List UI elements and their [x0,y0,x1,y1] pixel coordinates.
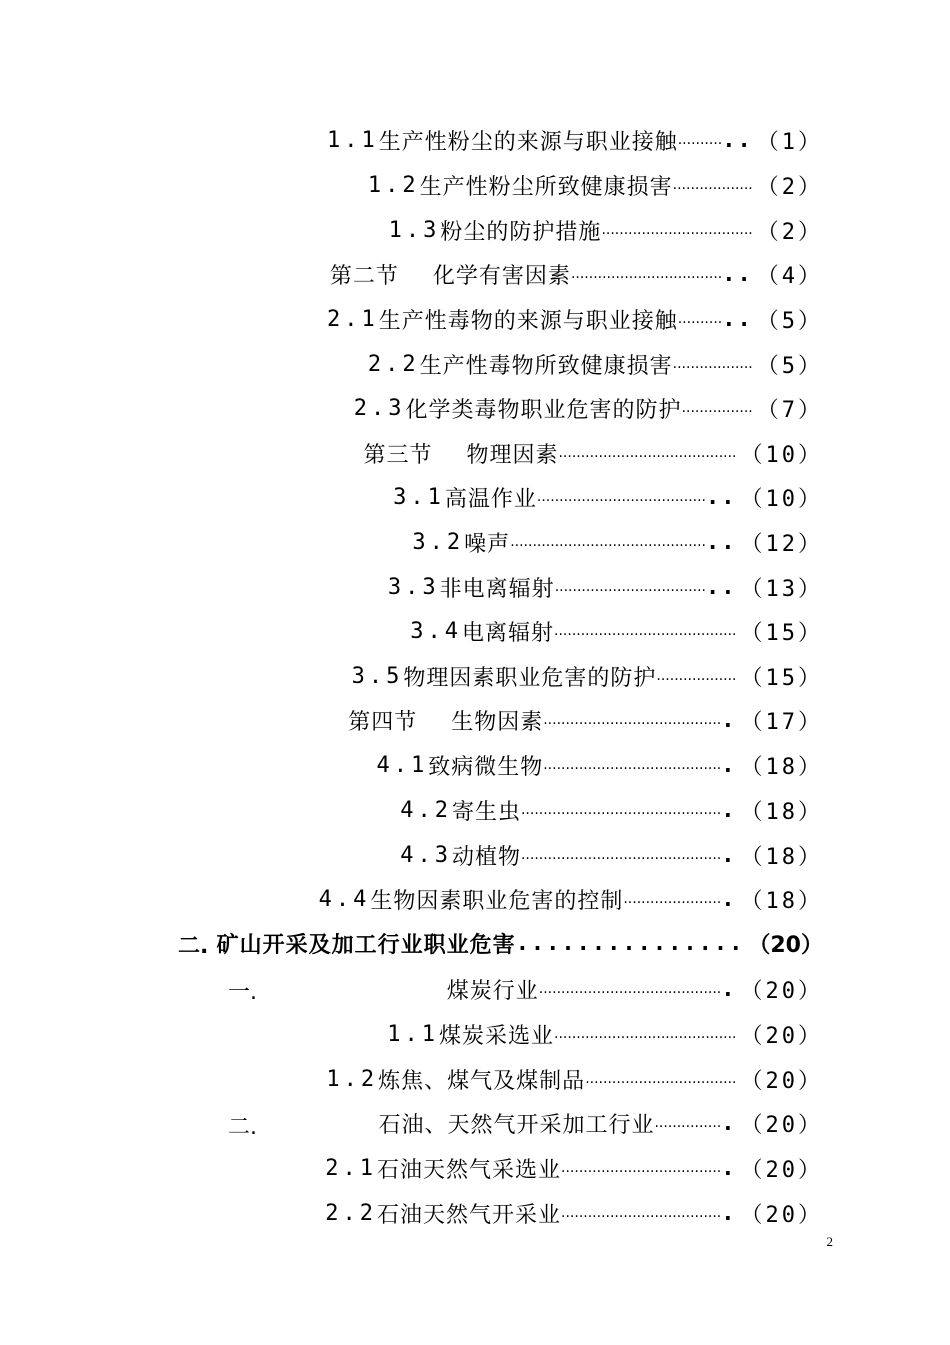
leader-dots: .................. [672,177,753,193]
toc-entry[interactable] [447,972,823,1006]
chapter-prefix: 第四节 [348,709,418,735]
leader-tail: . [721,842,737,868]
page-reference: （1） [756,129,823,155]
leader-tail: . [721,976,737,1002]
toc-entry[interactable] [410,614,823,648]
entry-title: 生产性毒物所致健康损害 [419,353,673,379]
page-reference: （20） [740,978,823,1004]
leader-dots: .................................... [561,1160,722,1176]
leader-tail: . [721,886,737,912]
page-reference: （5） [756,353,823,379]
section-number: 1.3 [388,217,441,243]
leader-tail: .. [722,306,753,332]
entry-title: 生物因素 [451,709,544,735]
toc-entry[interactable] [325,1196,823,1230]
leader-dots: ........................................ [543,712,722,728]
entry-title: 化学类毒物职业危害的防护 [405,397,682,423]
toc-entry[interactable] [326,1062,823,1096]
entry-title: 炼焦、煤气及煤制品 [378,1068,586,1094]
page-reference: （7） [756,397,823,423]
entry-title: 石油、天然气开采加工行业 [378,1112,655,1138]
toc-entry[interactable] [352,659,823,693]
leader-dots: ........................................ [558,445,737,461]
toc-entry-chapter[interactable] [217,926,823,960]
page-reference: （20） [740,1068,823,1094]
leader-dots: ...................................... [536,489,706,505]
page-reference: （18） [740,799,823,825]
page-reference: （18） [740,888,823,914]
toc-entry[interactable] [412,525,823,559]
toc-entry[interactable] [354,391,823,425]
entry-title: 物理因素职业危害的防护 [403,665,657,691]
section-number: 4.3 [400,842,452,868]
page-reference: （2） [756,174,823,200]
toc-entry[interactable] [388,570,823,604]
page-reference: （20） [740,1157,823,1183]
chapter-mark: 二. [178,934,209,959]
page-reference: （20） [740,1112,823,1138]
section-number: 2.3 [353,395,406,421]
section-number: 1.2 [326,1066,379,1092]
section-number: 4.1 [376,752,429,778]
toc-entry[interactable] [376,748,823,782]
entry-title: 非电离辐射 [439,576,555,602]
leader-tail: . [721,752,737,778]
entry-title: 致病微生物 [428,754,544,780]
entry-title: 矿山开采及加工行业职业危害 [216,932,516,958]
page-reference: （2） [756,219,823,245]
section-number: 2.1 [325,1155,378,1181]
leader-tail: . [721,707,737,733]
toc-entry[interactable] [393,480,823,514]
entry-title: 噪声 [464,531,511,557]
entry-title: 化学有害因素 [432,263,571,289]
entry-title: 高温作业 [444,486,537,512]
entry-title: 寄生虫 [451,799,521,825]
leader-dots: ............... [654,1115,722,1131]
leader-tail: .. [722,261,753,287]
leader-dots: ............................................ [510,534,706,550]
page-reference: （18） [740,754,823,780]
leader-dots: .......... [677,132,723,148]
page-reference: （5） [756,308,823,334]
leader-dots: ......................................... [538,981,722,997]
leader-tail: . [721,1155,737,1181]
entry-title: 煤炭采选业 [439,1023,555,1049]
section-number: 4.4 [318,886,371,912]
leader-tail: . [721,1200,737,1226]
section-number: 3.5 [351,663,404,689]
section-number: 3.3 [387,574,440,600]
page-reference: （20） [748,932,823,958]
leader-tail: .. [706,574,737,600]
page-number: 2 [826,1234,833,1249]
toc-entry[interactable] [389,213,823,247]
leader-dots: .................................. [601,222,753,238]
leader-tail: .. [706,529,737,555]
entry-title: 生物因素职业危害的控制 [370,888,624,914]
chapter-prefix: 第二节 [329,263,399,289]
leader-dots: .................................... [561,1205,722,1221]
section-number: 3.2 [412,529,465,555]
entry-title: 石油天然气采选业 [377,1157,562,1183]
leader-dots: ............... [515,930,745,956]
leader-tail: . [721,797,737,823]
page-reference: （13） [740,576,823,602]
leader-dots: ................ [681,400,753,416]
section-number: 3.1 [393,484,445,510]
entry-title: 粉尘的防护措施 [440,219,602,245]
leader-dots: .................. [672,356,753,372]
leader-dots: .......... [677,311,723,327]
toc-entry[interactable] [387,1017,823,1051]
leader-dots: ............................................. [520,802,722,818]
page-reference: （15） [740,665,823,691]
chapter-prefix: 第三节 [363,442,433,468]
page-reference: （4） [756,263,823,289]
toc-entry[interactable] [363,436,823,470]
entry-title: 石油天然气开采业 [377,1202,562,1228]
leader-tail: .. [706,484,737,510]
leader-dots: .................................. [585,1071,737,1087]
toc-entry[interactable] [325,1151,823,1185]
section-number: 2.2 [325,1200,378,1226]
toc-entry[interactable] [319,882,823,916]
leader-dots: ........................................ [543,757,722,773]
leader-dots: ...................... [623,891,722,907]
section-number: 1.1 [387,1021,440,1047]
section-number: 1.2 [367,172,420,198]
toc-entry[interactable] [400,793,823,827]
toc-entry[interactable] [330,257,823,291]
entry-title: 生产性粉尘的来源与职业接触 [378,129,678,155]
entry-title: 生产性粉尘所致健康损害 [419,174,673,200]
toc-entry[interactable] [378,1106,823,1140]
section-mark: 一. [228,980,257,1005]
leader-dots: .................. [656,668,737,684]
leader-dots: ............................................. [520,847,722,863]
toc-entry[interactable] [400,838,823,872]
page-reference: （10） [740,486,823,512]
page-reference: （12） [740,531,823,557]
section-number: 2.2 [367,351,420,377]
entry-title: 动植物 [451,844,521,870]
leader-dots: ......................................... [554,1026,737,1042]
page-reference: （18） [740,844,823,870]
page-reference: （20） [740,1202,823,1228]
entry-title: 电离辐射 [462,620,555,646]
page-reference: （10） [740,442,823,468]
section-number: 2.1 [326,306,379,332]
leader-dots: .................................. [570,266,723,282]
section-number: 4.2 [400,797,452,823]
leader-tail: . [721,1110,737,1136]
toc-entry[interactable] [368,168,823,202]
entry-title: 煤炭行业 [446,978,539,1004]
toc-entry[interactable] [368,347,823,381]
page-reference: （20） [740,1023,823,1049]
entry-title: 物理因素 [466,442,559,468]
entry-title: 生产性毒物的来源与职业接触 [378,308,678,334]
section-number: 3.4 [410,618,463,644]
section-number: 1.1 [326,127,379,153]
leader-dots: ......................................... [554,623,737,639]
page-reference: （15） [740,620,823,646]
leader-tail: .. [722,127,753,153]
toc-entry[interactable] [327,123,823,157]
toc-entry[interactable] [327,302,823,336]
leader-dots: .................................. [554,579,706,595]
page-reference: （17） [740,709,823,735]
toc-entry[interactable] [348,703,823,737]
section-mark: 二. [228,1115,257,1140]
